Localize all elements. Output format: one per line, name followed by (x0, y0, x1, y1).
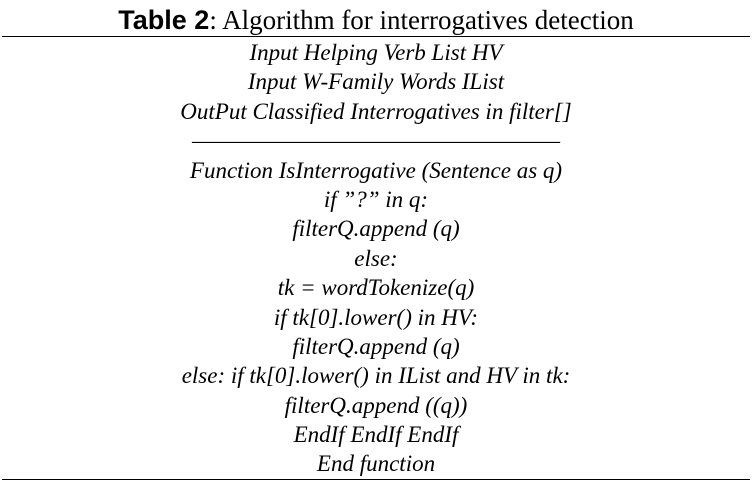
top-rule (2, 36, 750, 37)
algorithm-line: if tk[0].lower() in HV: (273, 304, 479, 330)
algorithm-line: Input Helping Verb List HV (249, 40, 503, 65)
algorithm-line: EndIf EndIf EndIf (293, 422, 459, 448)
algorithm-line: filterQ.append (q) (292, 216, 460, 242)
algorithm-line: tk = wordTokenize(q) (277, 275, 475, 301)
table-label: Table 2 (118, 5, 210, 35)
bottom-rule (2, 479, 750, 480)
algorithm-line: else: (354, 245, 398, 271)
algorithm-line: Input W-Family Words IList (247, 69, 505, 95)
algorithm-lines (0, 38, 752, 479)
algorithm-line: OutPut Classified Interrogatives in filter[] (180, 98, 572, 124)
algorithm-line: Function IsInterrogative (Sentence as q) (189, 157, 563, 183)
algorithm-line: else: if tk[0].lower() in IList and HV in tk: (181, 363, 571, 389)
table-title: : Algorithm for interrogatives detection (209, 5, 634, 35)
algorithm-line: if ”?” in q: (323, 186, 429, 212)
algorithm-line: filterQ.append (q) (292, 333, 460, 359)
algorithm-line: End function (316, 451, 436, 477)
algorithm-line: filterQ.append ((q)) (284, 392, 468, 418)
separator-line: —————————————————— (191, 128, 561, 154)
table-caption (0, 3, 752, 37)
